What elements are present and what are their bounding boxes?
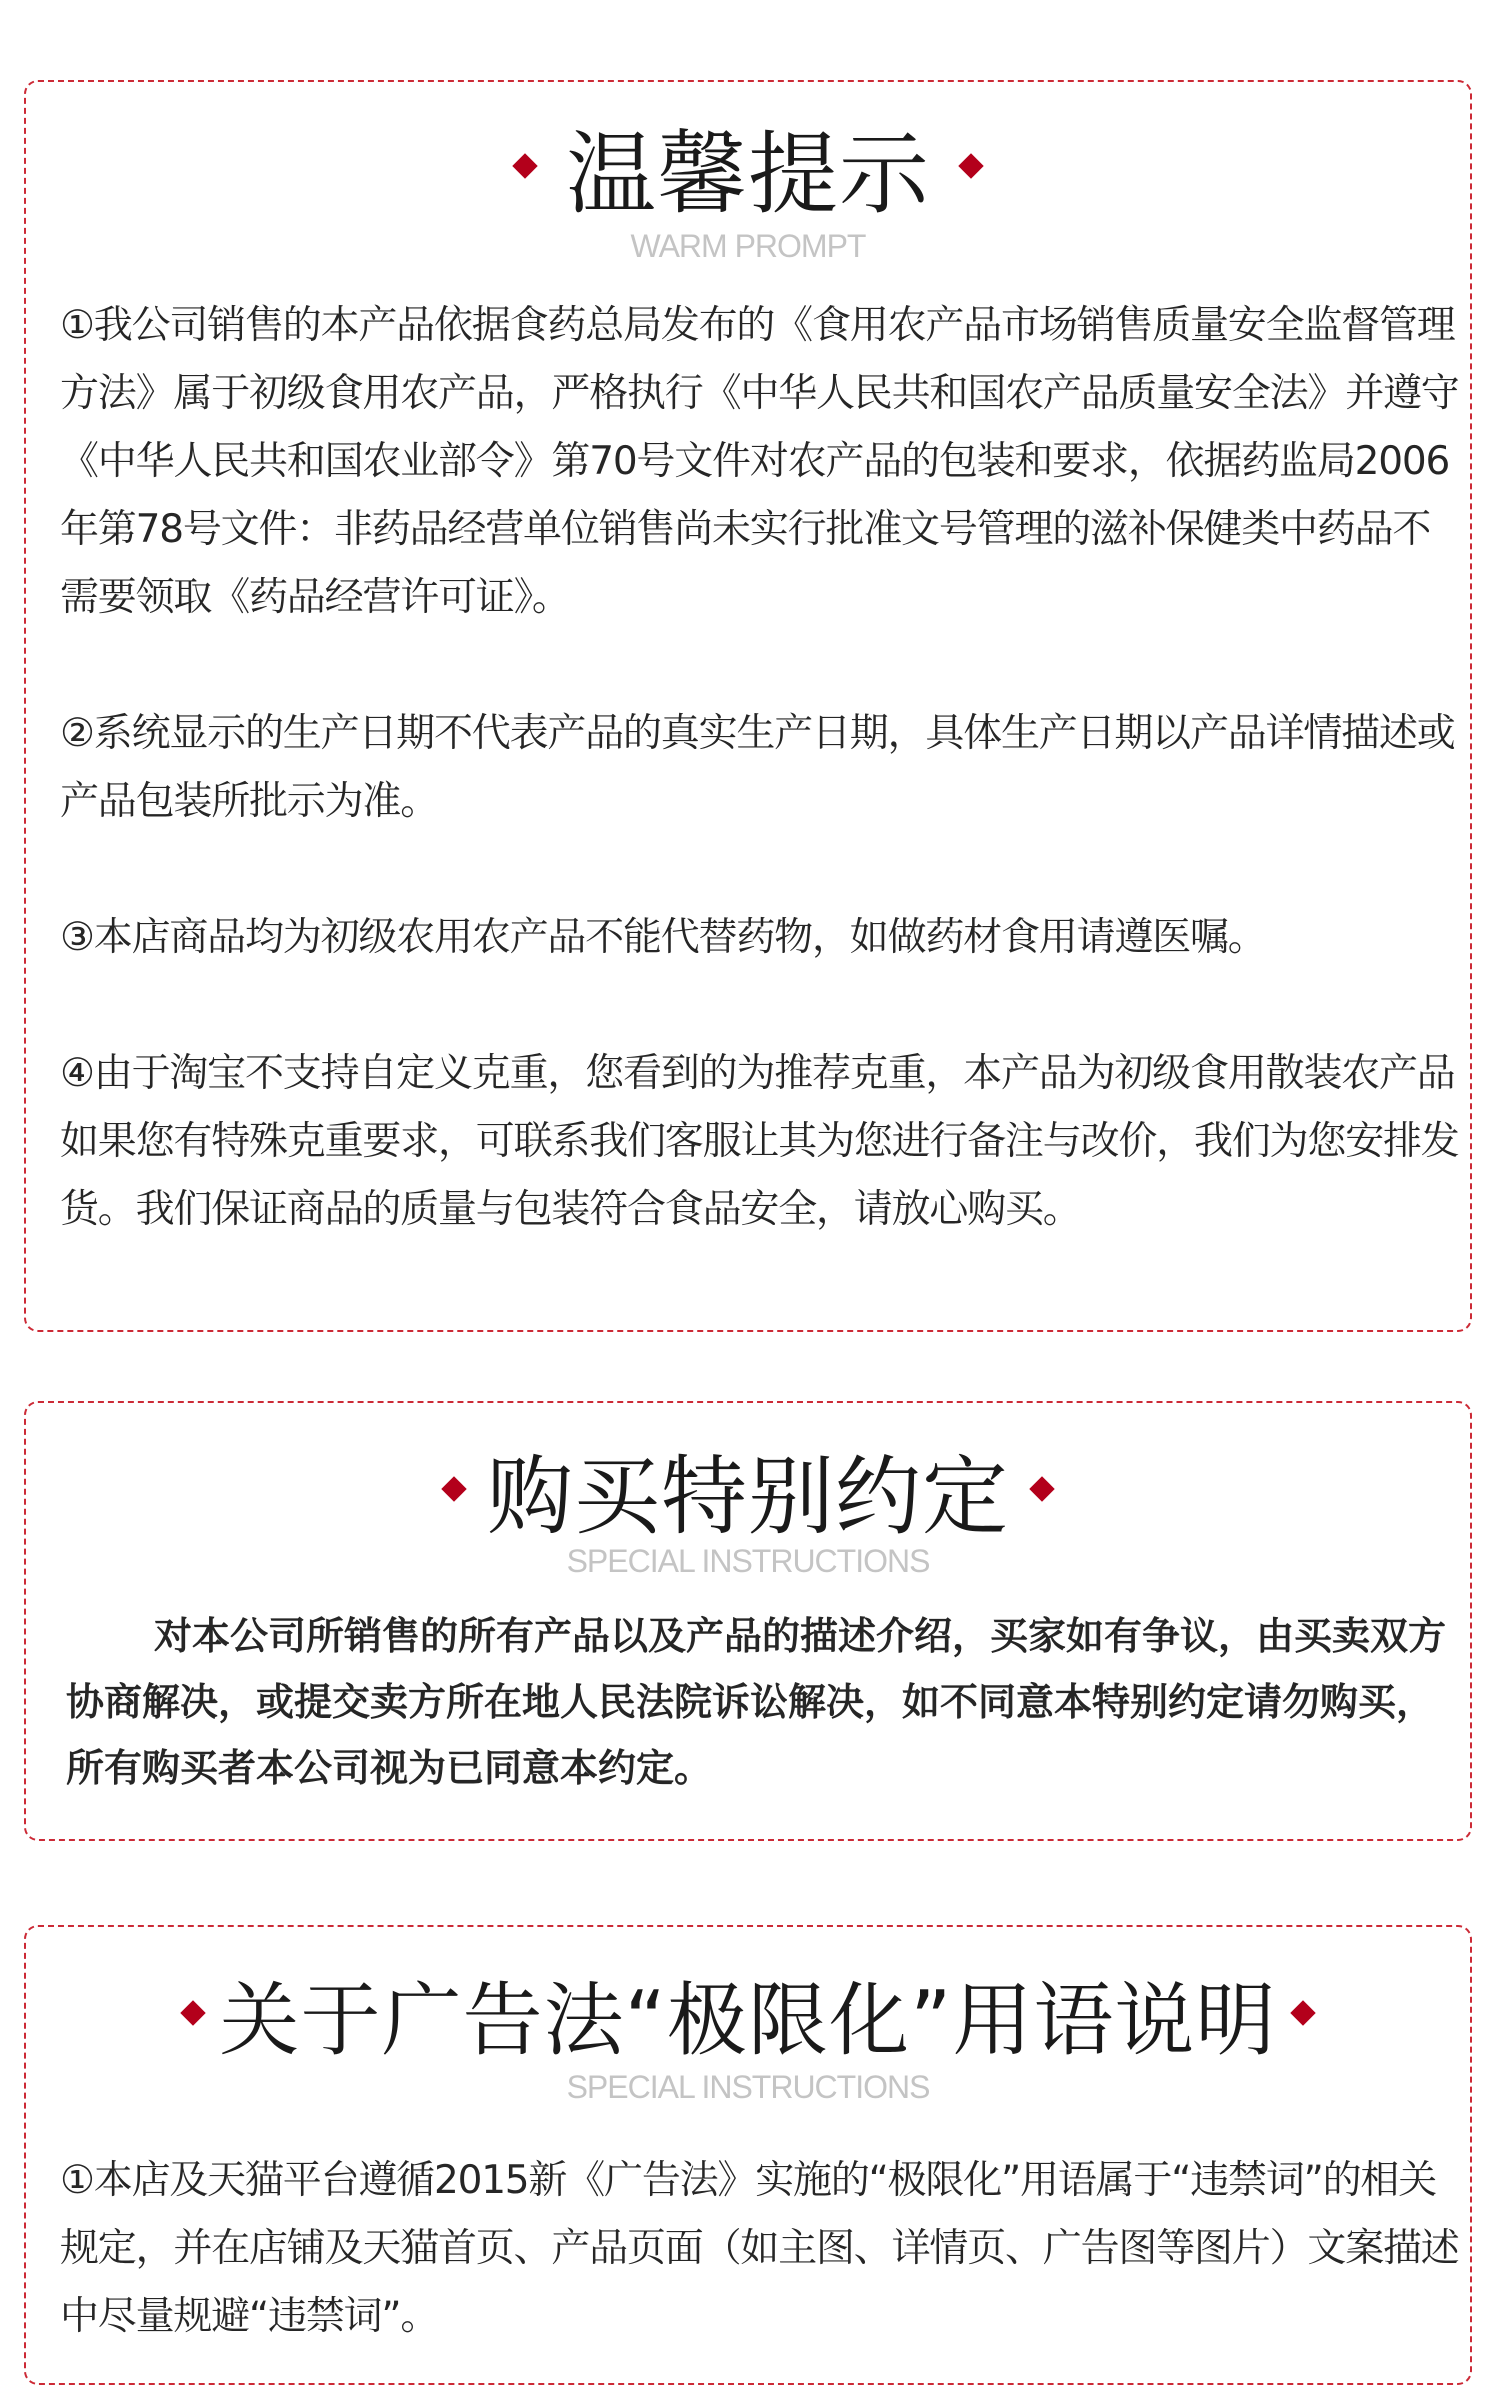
special-agreement-title: 购买特别约定 bbox=[487, 1447, 1009, 1547]
warm-prompt-item-1: ①我公司销售的本产品依据食药总局发布的《食用农产品市场销售质量安全监督管理方法》属于初级食用农产品，严格执行《中华人民共和国农产品质量安全法》并遵守《中华人民共和国农业部令》第70号文件对农产品的包装和要求，依据药监局2006年第78号文件：非药品经营单位销售尚未实行批准文号管理的滋补保健类中药品不需要领取《药品经营许可证》。 bbox=[60, 303, 1459, 620]
warm-prompt-card bbox=[24, 80, 1472, 1332]
ad-law-header bbox=[26, 1963, 1470, 2067]
special-agreement-card bbox=[24, 1401, 1472, 1841]
warm-prompt-title: 温馨提示 bbox=[566, 122, 930, 227]
ad-law-card bbox=[24, 1925, 1472, 2385]
warm-prompt-header bbox=[26, 118, 1470, 227]
diamond-icon bbox=[958, 153, 983, 178]
diamond-icon bbox=[512, 153, 537, 178]
ad-law-title: 关于广告法“极限化”用语说明 bbox=[219, 1973, 1277, 2067]
diamond-icon bbox=[180, 2000, 205, 2025]
diamond-icon bbox=[441, 1476, 466, 1501]
special-agreement-header bbox=[26, 1441, 1470, 1547]
ad-law-text: ①本店及天猫平台遵循2015新《广告法》实施的“极限化”用语属于“违禁词”的相关规定，并在店铺及天猫首页、产品页面（如主图、详情页、广告图等图片）文案描述中尽量规避“违禁词”。 bbox=[60, 2158, 1459, 2339]
special-agreement-text: 对本公司所销售的所有产品以及产品的描述介绍，买家如有争议，由买卖双方协商解决，或提交卖方所在地人民法院诉讼解决，如不同意本特别约定请勿购买，所有购买者本公司视为已同意本约定。 bbox=[66, 1614, 1447, 1790]
warm-prompt-subtitle: WARM PROMPT bbox=[630, 228, 866, 264]
ad-law-subtitle: SPECIAL INSTRUCTIONS bbox=[566, 2069, 930, 2105]
special-agreement-subtitle: SPECIAL INSTRUCTIONS bbox=[566, 1543, 930, 1579]
diamond-icon bbox=[1291, 2000, 1316, 2025]
diamond-icon bbox=[1029, 1476, 1054, 1501]
warm-prompt-item-2: ②系统显示的生产日期不代表产品的真实生产日期，具体生产日期以产品详情描述或产品包装所批示为准。 bbox=[60, 711, 1455, 824]
warm-prompt-item-4: ④由于淘宝不支持自定义克重，您看到的为推荐克重，本产品为初级食用散装农产品如果您有特殊克重要求，可联系我们客服让其为您进行备注与改价，我们为您安排发货。我们保证商品的质量与包装符合食品安全，请放心购买。 bbox=[60, 1051, 1459, 1232]
warm-prompt-item-3: ③本店商品均为初级农用农产品不能代替药物，如做药材食用请遵医嘱。 bbox=[60, 915, 1266, 960]
